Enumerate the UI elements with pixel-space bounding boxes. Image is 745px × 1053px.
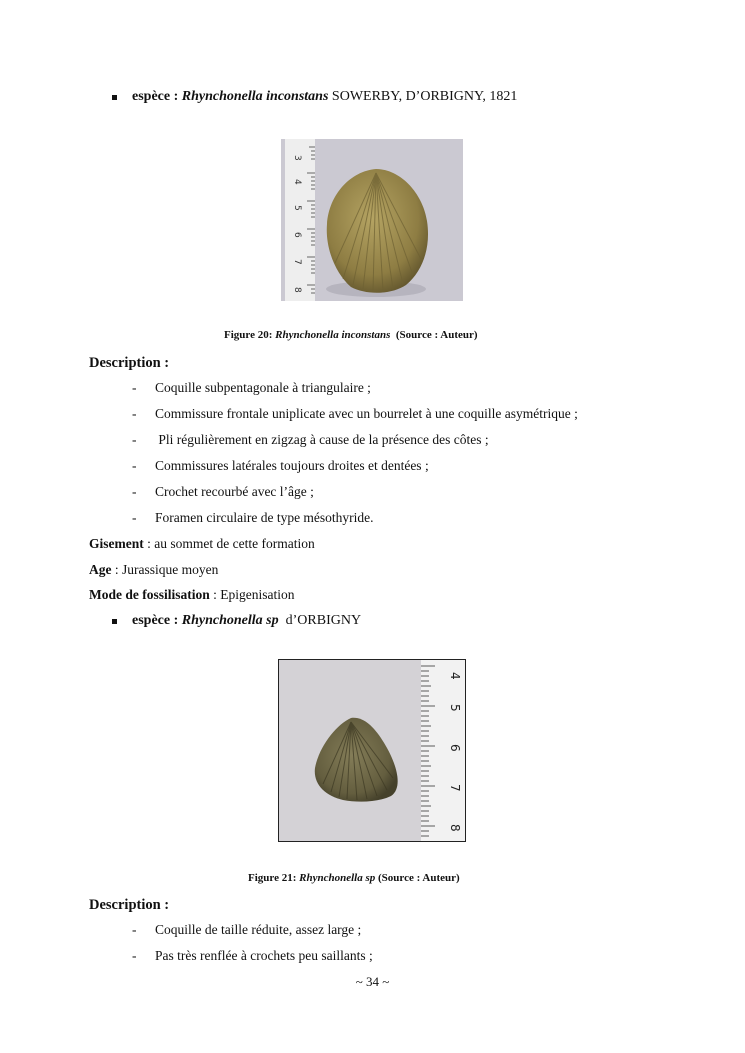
ruler-mark: 4 <box>448 672 462 680</box>
dash-bullet: - <box>132 432 137 447</box>
description-heading-1: Description : <box>89 355 170 371</box>
ruler-mark: 6 <box>448 744 462 752</box>
figure-caption-1 <box>224 329 478 341</box>
ruler <box>285 139 315 301</box>
fossil-photo-2 <box>278 659 466 842</box>
figure-label: Figure 20: <box>224 329 276 341</box>
figure-label: Figure 21: <box>248 872 300 884</box>
list-item <box>132 458 692 476</box>
ruler-mark: 8 <box>292 287 302 293</box>
age-value: : Jurassique moyen <box>111 562 219 577</box>
fossil-photo-2-drawing <box>279 660 465 841</box>
fossil-photo-1-drawing <box>281 139 463 301</box>
fossilisation-value: : Epigenisation <box>209 587 295 602</box>
species-name: Rhynchonella sp <box>181 613 279 628</box>
description-heading-2: Description : <box>89 897 170 913</box>
species-heading-2 <box>112 613 361 629</box>
ruler-mark: 4 <box>292 179 302 185</box>
fossilisation-label: Mode de fossilisation <box>89 587 210 602</box>
list-item-text: Pas très renflée à crochets peu saillants ; <box>155 948 373 963</box>
list-item <box>132 380 692 398</box>
list-item-text: Commissures latérales toujours droites et dentées ; <box>155 458 429 473</box>
figure-source: (Source : Auteur) <box>375 872 460 884</box>
ruler-mark: 8 <box>448 824 462 832</box>
ruler-mark: 7 <box>448 784 462 792</box>
figure-species: Rhynchonella inconstans <box>275 329 391 341</box>
dash-bullet: - <box>132 948 137 963</box>
list-item <box>132 510 692 528</box>
ruler-mark: 6 <box>292 232 302 238</box>
list-item-text: Crochet recourbé avec l’âge ; <box>155 484 314 499</box>
ruler-mark: 3 <box>292 155 302 161</box>
list-item-text: Coquille subpentagonale à triangulaire ; <box>155 380 371 395</box>
list-item-text: Coquille de taille réduite, assez large ; <box>155 922 362 937</box>
age-label: Age <box>89 562 112 577</box>
list-item <box>132 948 692 966</box>
species-prefix: espèce : <box>132 613 182 628</box>
list-item <box>132 432 692 450</box>
list-item-text: Commissure frontale uniplicate avec un bourrelet à une coquille asymétrique ; <box>155 406 578 421</box>
page-number: ~ 34 ~ <box>355 974 390 989</box>
list-item <box>132 922 692 940</box>
dash-bullet: - <box>132 380 137 395</box>
bullet-icon <box>112 95 117 100</box>
bullet-icon <box>112 619 117 624</box>
gisement-value: : au sommet de cette formation <box>143 536 315 551</box>
dash-bullet: - <box>132 510 137 525</box>
list-item <box>132 406 692 424</box>
gisement-label: Gisement <box>89 536 144 551</box>
dash-bullet: - <box>132 922 137 937</box>
list-item-text: Foramen circulaire de type mésothyride. <box>155 510 374 525</box>
dash-bullet: - <box>132 458 137 473</box>
gisement-line <box>89 536 315 552</box>
species-authority: SOWERBY, D’ORBIGNY, 1821 <box>328 89 518 104</box>
fossil-photo-1 <box>281 139 463 301</box>
ruler-mark: 7 <box>292 259 302 265</box>
figure-species: Rhynchonella sp <box>299 872 376 884</box>
fossilisation-line <box>89 587 295 603</box>
ruler-mark: 5 <box>448 704 462 712</box>
dash-bullet: - <box>132 406 137 421</box>
ruler-mark: 5 <box>292 205 302 211</box>
species-prefix: espèce : <box>132 89 182 104</box>
dash-bullet: - <box>132 484 137 499</box>
list-item <box>132 484 692 502</box>
list-item-text: Pli régulièrement en zigzag à cause de la présence des côtes ; <box>155 432 489 447</box>
figure-caption-2 <box>248 872 460 884</box>
figure-source: (Source : Auteur) <box>390 329 478 341</box>
species-name: Rhynchonella inconstans <box>181 89 329 104</box>
age-line <box>89 562 218 578</box>
species-authority: d’ORBIGNY <box>278 613 362 628</box>
species-heading-1 <box>112 89 517 105</box>
